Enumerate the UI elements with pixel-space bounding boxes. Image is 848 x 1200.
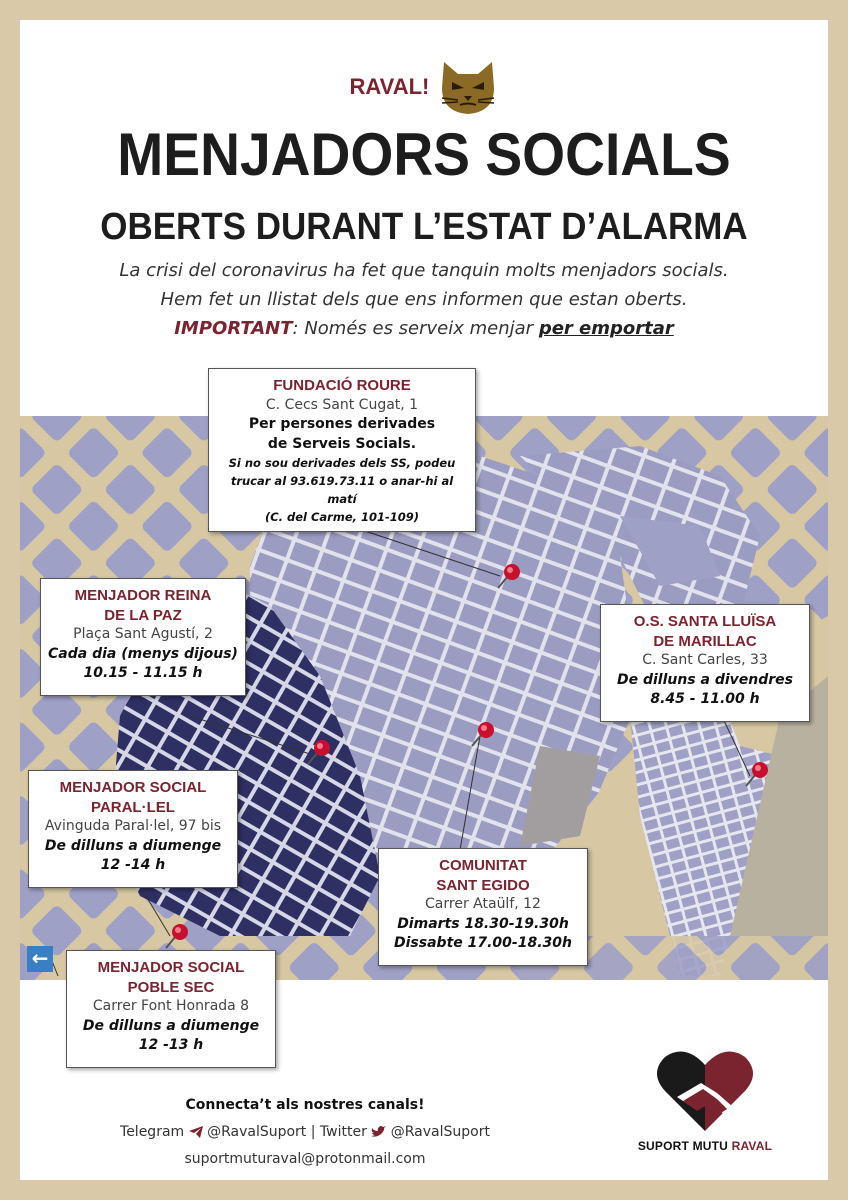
twitter-icon	[371, 1126, 386, 1138]
location-name-2: PARAL·LEL	[91, 798, 175, 816]
location-schedule-1: De dilluns a diumenge	[44, 837, 222, 854]
location-name-1: MENJADOR REINA	[74, 587, 212, 604]
location-card-paralel[interactable]	[28, 770, 238, 888]
important-text: : Només es serveix menjar	[292, 318, 539, 339]
location-note-2: trucar al 93.619.73.11 o anar-hi al matí	[230, 474, 454, 506]
location-schedule-1: De dilluns a diumenge	[82, 1017, 260, 1034]
location-card-reina[interactable]	[40, 578, 246, 696]
cat-face-icon	[438, 58, 498, 116]
page-title: MENJADORS SOCIALS	[117, 121, 731, 188]
location-name-1: COMUNITAT	[439, 857, 527, 874]
brand-label: RAVAL!	[349, 74, 430, 99]
footer-cta: Connecta’t als nostres canals!	[185, 1097, 425, 1113]
intro-line-3	[20, 314, 828, 343]
logo-text	[630, 1139, 780, 1153]
contact-email[interactable]: suportmuturaval@protonmail.com	[184, 1151, 426, 1167]
footer-channels	[80, 1092, 530, 1173]
location-name-1: MENJADOR SOCIAL	[97, 959, 245, 976]
location-address: Carrer Font Honrada 8	[92, 998, 250, 1014]
brand-header	[20, 58, 828, 116]
important-label: IMPORTANT	[174, 318, 293, 339]
location-card-marillac[interactable]	[600, 604, 810, 722]
location-name: FUNDACIÓ ROURE	[273, 377, 411, 394]
location-schedule-2: 12 -13 h	[138, 1037, 204, 1053]
arrow-left-icon[interactable]: ←	[27, 946, 53, 972]
takeaway-label: per emportar	[538, 318, 674, 339]
location-name-1: O.S. SANTA LLUÏSA	[633, 613, 777, 630]
twitter-handle[interactable]: @RavalSuport	[390, 1124, 490, 1140]
location-address: Plaça Sant Agustí, 2	[73, 626, 213, 642]
location-address: Carrer Ataülf, 12	[425, 896, 541, 912]
logo-text-main: SUPORT MUTU	[637, 1139, 729, 1153]
location-condition-1: Per persones derivades	[248, 416, 436, 432]
social-links	[80, 1119, 530, 1146]
logo-text-accent: RAVAL	[731, 1139, 773, 1153]
location-address: C. Cecs Sant Cugat, 1	[265, 396, 419, 413]
location-note-3: (C. del Carme, 101-109)	[264, 510, 420, 524]
location-name-2: DE MARILLAC	[653, 632, 757, 650]
location-card-roure[interactable]	[208, 368, 476, 532]
location-note-1: Si no sou derivades dels SS, podeu	[228, 456, 456, 470]
twitter-label: Twitter	[319, 1124, 367, 1140]
location-name-1: MENJADOR SOCIAL	[59, 779, 207, 796]
intro-text	[20, 256, 828, 343]
location-schedule-2: 10.15 - 11.15 h	[83, 665, 203, 681]
location-name-2: POBLE SEC	[127, 978, 215, 996]
location-schedule-2: 12 -14 h	[100, 857, 166, 873]
location-condition-2: de Serveis Socials.	[267, 435, 417, 452]
location-address: Avinguda Paral·lel, 97 bis	[44, 818, 222, 834]
telegram-icon	[189, 1126, 203, 1138]
location-schedule-2: Dissabte 17.00-18.30h	[394, 935, 572, 951]
location-card-egido[interactable]	[378, 848, 588, 966]
location-schedule-1: Cada dia (menys dijous)	[48, 645, 238, 662]
intro-line-1: La crisi del coronavirus ha fet que tanquin molts menjadors socials.	[119, 260, 729, 281]
location-address: C. Sant Carles, 33	[642, 652, 768, 668]
location-schedule-2: 8.45 - 11.00 h	[650, 691, 760, 707]
suport-mutu-logo	[630, 1045, 780, 1153]
links-separator: |	[310, 1124, 316, 1140]
location-name-2: DE LA PAZ	[104, 606, 182, 624]
poster	[20, 20, 828, 1180]
location-schedule-1: Dimarts 18.30-19.30h	[397, 915, 569, 932]
page-subtitle: OBERTS DURANT L’ESTAT D’ALARMA	[100, 206, 748, 248]
intro-line-2: Hem fet un llistat dels que ens informen que estan oberts.	[160, 289, 688, 310]
location-schedule-1: De dilluns a divendres	[616, 671, 794, 688]
location-card-poblesec[interactable]	[66, 950, 276, 1068]
location-name-2: SANT EGIDO	[436, 876, 530, 894]
telegram-handle[interactable]: @RavalSuport	[207, 1124, 307, 1140]
telegram-label: Telegram	[120, 1124, 185, 1140]
heart-handshake-icon	[655, 1045, 755, 1135]
